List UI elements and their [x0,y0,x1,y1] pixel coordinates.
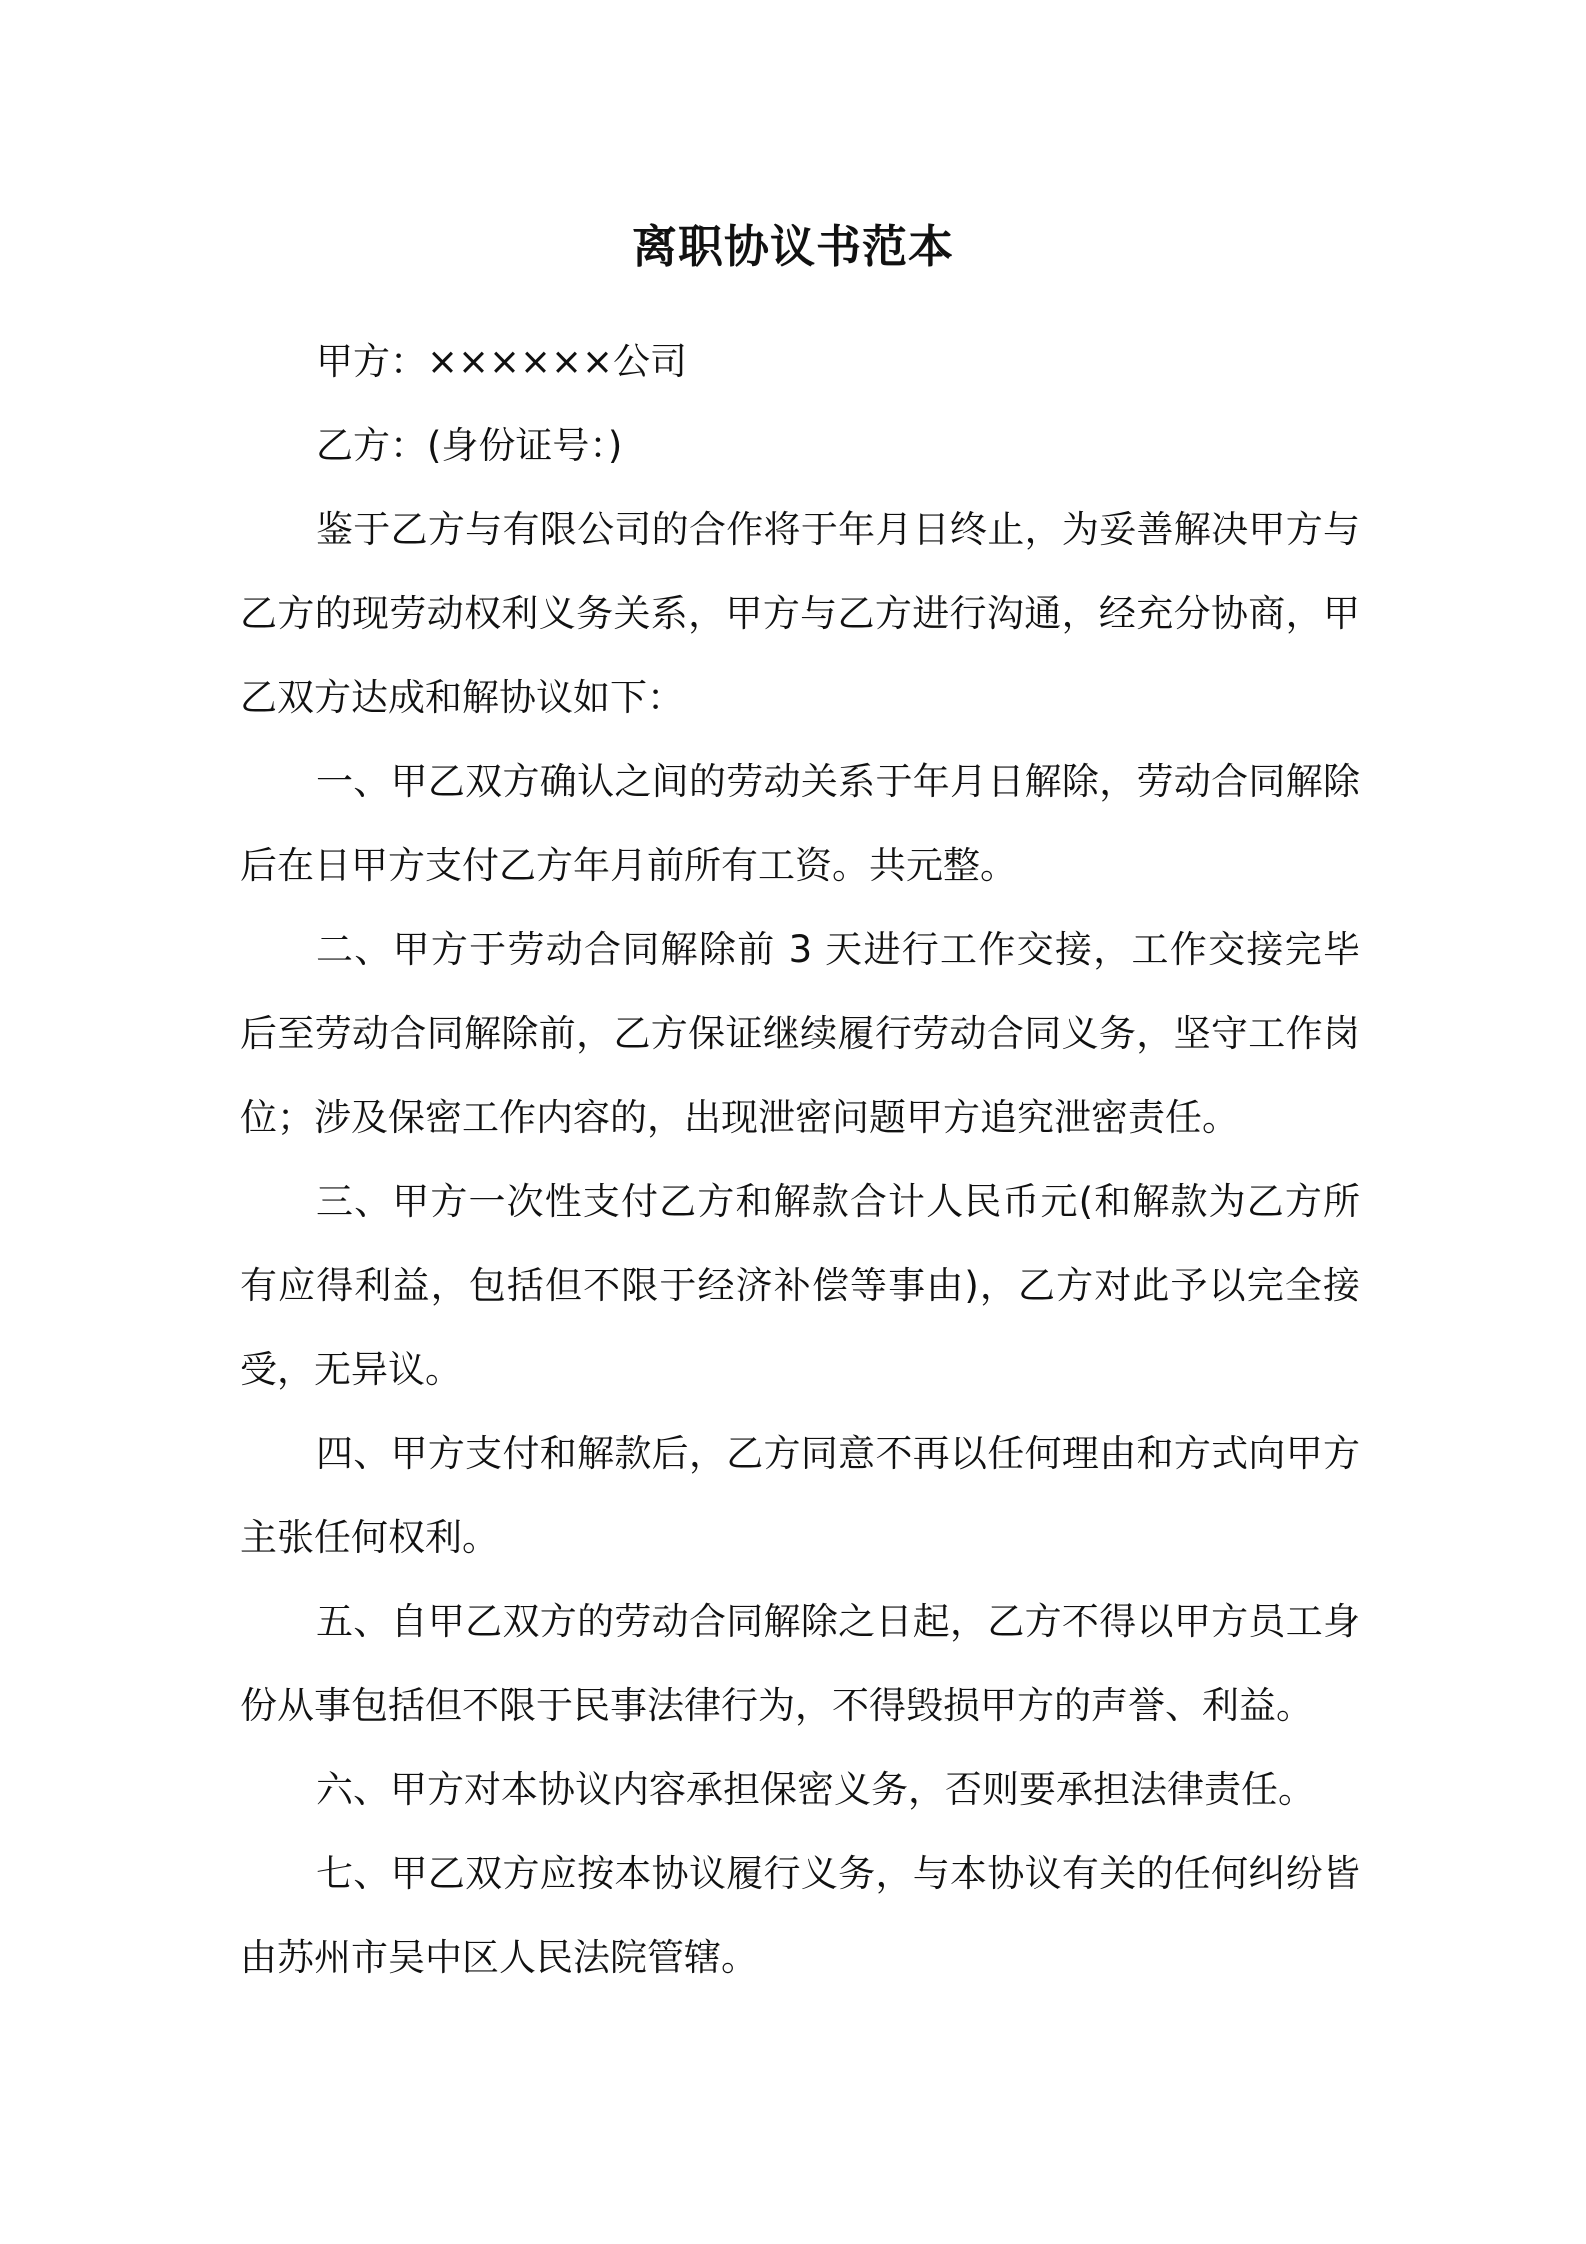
party-a-line: 甲方：××××××公司 [316,340,688,383]
clause-2: 二、甲方于劳动合同解除前 3 天进行工作交接，工作交接完毕后至劳动合同解除前，乙方保证继续履行劳动合同义务，坚守工作岗位；涉及保密工作内容的，出现泄密问题甲方追究泄密责任。 [240,928,1360,1139]
clause-3: 三、甲方一次性支付乙方和解款合计人民币元(和解款为乙方所有应得利益，包括但不限于经济补偿等事由)，乙方对此予以完全接受，无异议。 [240,1180,1360,1391]
clause-6: 六、甲方对本协议内容承担保密义务，否则要承担法律责任。 [316,1768,1315,1811]
preamble-paragraph: 鉴于乙方与有限公司的合作将于年月日终止，为妥善解决甲方与乙方的现劳动权利义务关系，甲方与乙方进行沟通，经充分协商，甲乙双方达成和解协议如下： [240,508,1360,719]
clause-7: 七、甲乙双方应按本协议履行义务，与本协议有关的任何纠纷皆由苏州市吴中区人民法院管辖。 [240,1852,1360,1979]
party-b-line: 乙方：(身份证号：) [316,424,623,467]
clause-4: 四、甲方支付和解款后，乙方同意不再以任何理由和方式向甲方主张任何权利。 [240,1432,1360,1559]
document-title: 离职协议书范本 [631,220,954,273]
clause-5: 五、自甲乙双方的劳动合同解除之日起，乙方不得以甲方员工身份从事包括但不限于民事法律行为，不得毁损甲方的声誉、利益。 [240,1600,1360,1727]
document-body [240,320,1360,2000]
clause-1: 一、甲乙双方确认之间的劳动关系于年月日解除，劳动合同解除后在日甲方支付乙方年月前所有工资。共元整。 [240,760,1360,887]
